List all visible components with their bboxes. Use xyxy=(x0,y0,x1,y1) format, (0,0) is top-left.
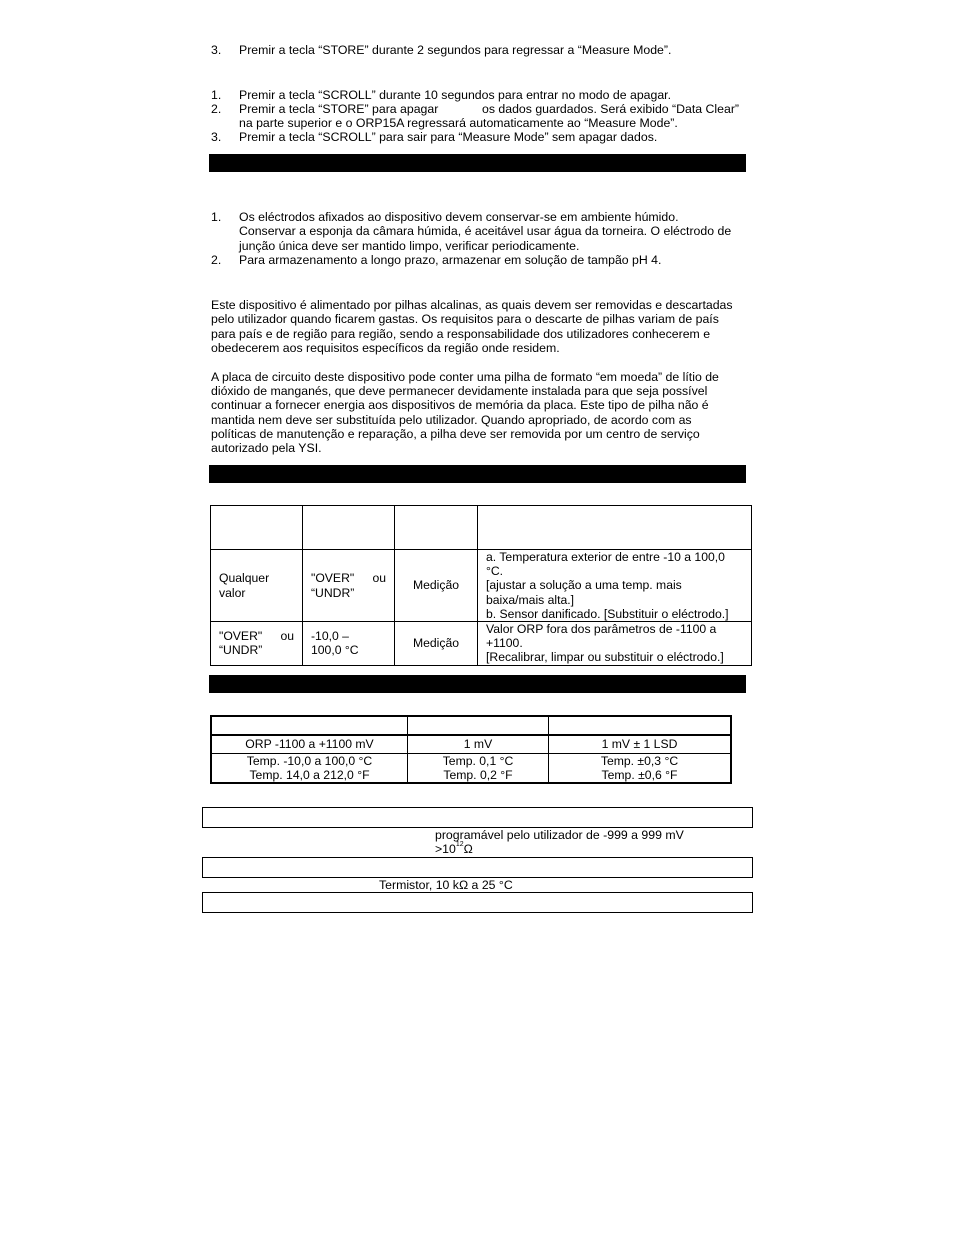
clear-step-text: na parte superior e o ORP15A regressará automaticamente ao “Measure Mode”. xyxy=(239,116,678,130)
care-step-text: Os eléctrodos afixados ao dispositivo devem conservar-se em ambiente húmido. xyxy=(239,210,679,224)
table-cell: Valor ORP fora dos parâmetros de -1100 a +1100. [Recalibrar, limpar ou substituir o eléctrodo.] xyxy=(478,622,752,666)
clear-step-text: Premir a tecla “STORE” para apagar xyxy=(239,102,439,116)
table-header-row xyxy=(211,506,752,550)
table-header-row xyxy=(211,716,731,735)
resolution-cell: 1 mV xyxy=(408,735,549,753)
battery-paragraph-line: mantida nem deve ser substituída pelo utilizador. Quando apropriado, de acordo com as xyxy=(211,413,692,427)
table-cell: -10,0 – 100,0 °C xyxy=(303,622,395,666)
care-step-text: Conservar a esponja da câmara húmida, é aceitável usar água da torneira. O eléctrodo de xyxy=(239,224,732,238)
table-row xyxy=(211,753,731,783)
care-step-number: 1. xyxy=(211,210,222,224)
battery-paragraph-line: autorizado pela YSI. xyxy=(211,441,322,455)
care-step-text: Para armazenamento a longo prazo, armazenar em solução de tampão pH 4. xyxy=(239,253,662,267)
battery-paragraph-line: continuar a fornecer energia aos dispositivos de memória da placa. Este tipo de pilha não é xyxy=(211,398,709,412)
offset-spec: programável pelo utilizador de -999 a 999 mV xyxy=(435,828,684,842)
battery-paragraph-line: pelo utilizador quando ficarem gastas. Os requisitos para o descarte de pilhas variam de país xyxy=(211,312,719,326)
section-heading-bar xyxy=(209,675,746,693)
troubleshooting-table xyxy=(210,505,752,666)
clear-step-number: 3. xyxy=(211,130,222,144)
resolution-cell: Temp. 0,1 °C Temp. 0,2 °F xyxy=(408,753,549,783)
clear-step-number: 2. xyxy=(211,102,222,116)
table-cell: Medição xyxy=(395,622,478,666)
battery-paragraph-line: obedecerem aos requisitos específicos da região onde residem. xyxy=(211,341,560,355)
table-cell: a. Temperatura exterior de entre -10 a 100,0 °C. [ajustar a solução a uma temp. mais baixa/mais alta.] b. Sensor danificado. [Substituir o eléctrodo.] xyxy=(478,550,752,622)
battery-paragraph-line: dióxido de manganés, que deve permanecer devidamente instalada para que seja possível xyxy=(211,384,708,398)
specifications-table xyxy=(210,715,732,784)
table-cell: "OVER" ou “UNDR” xyxy=(303,550,395,622)
table-cell: Medição xyxy=(395,550,478,622)
table-row xyxy=(211,622,752,666)
accuracy-cell: 1 mV ± 1 LSD xyxy=(549,735,732,753)
clear-step-text: os dados guardados. Será exibido “Data Clear” xyxy=(482,102,740,116)
spec-box xyxy=(202,892,753,913)
clear-step-text: Premir a tecla “SCROLL” para sair para “Measure Mode” sem apagar dados. xyxy=(239,130,658,144)
section-heading-bar xyxy=(209,154,746,172)
table-row xyxy=(211,735,731,753)
battery-paragraph-line: Este dispositivo é alimentado por pilhas alcalinas, as quais devem ser removidas e descartadas xyxy=(211,298,733,312)
accuracy-cell: Temp. ±0,3 °C Temp. ±0,6 °F xyxy=(549,753,732,783)
store-step-text: Premir a tecla “STORE” durante 2 segundos para regressar a “Measure Mode”. xyxy=(239,43,672,57)
clear-step-text: Premir a tecla “SCROLL” durante 10 segundos para entrar no modo de apagar. xyxy=(239,88,672,102)
range-cell: Temp. -10,0 a 100,0 °C Temp. 14,0 a 212,0 °F xyxy=(211,753,408,783)
battery-paragraph-line: para país e de região para região, sendo a responsabilidade dos utilizadores conhecerem e xyxy=(211,327,711,341)
spec-box xyxy=(202,807,753,828)
temp-sensor-spec: Termistor, 10 kΩ a 25 °C xyxy=(379,878,513,892)
battery-paragraph-line: A placa de circuito deste dispositivo pode conter uma pilha de formato “em moeda” de lítio de xyxy=(211,370,719,384)
care-step-text: junção única deve ser mantido limpo, verificar periodicamente. xyxy=(239,239,580,253)
section-heading-bar xyxy=(209,465,746,483)
battery-paragraph-line: políticas de manutenção e reparação, a pilha deve ser removida por um centro de serviço xyxy=(211,427,700,441)
range-cell: ORP -1100 a +1100 mV xyxy=(211,735,408,753)
clear-step-number: 1. xyxy=(211,88,222,102)
table-cell: "OVER" ou “UNDR” xyxy=(211,622,303,666)
table-row xyxy=(211,550,752,622)
table-cell: Qualquer valor xyxy=(211,550,303,622)
impedance-spec: $>10^{12}\Omega$ xyxy=(435,841,473,856)
store-step-number: 3. xyxy=(211,43,222,57)
spec-box xyxy=(202,857,753,878)
care-step-number: 2. xyxy=(211,253,222,267)
